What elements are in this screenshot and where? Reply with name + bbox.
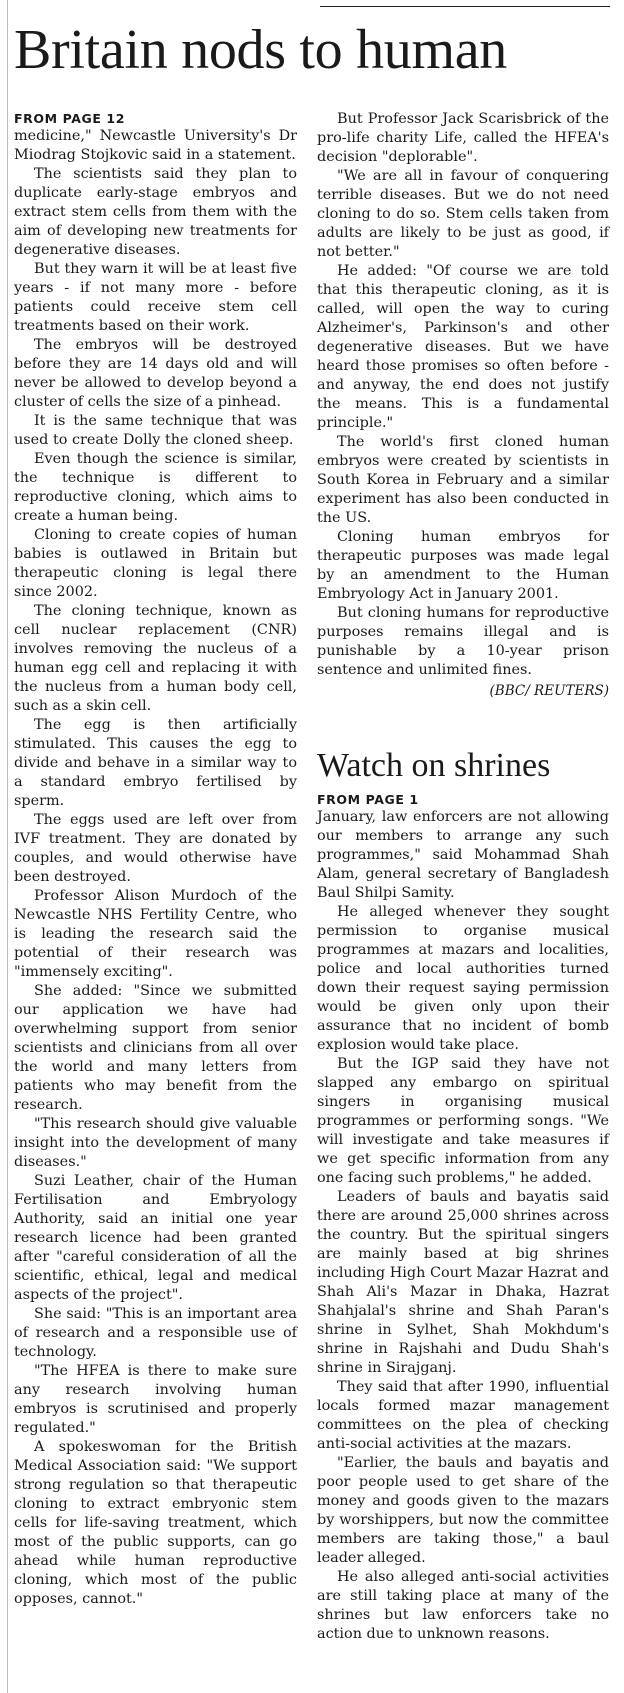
article-paragraph: Professor Alison Murdoch of the Newcastle NHS Fertility Centre, who is leading the research said the potential of their research was "immensely exciting".: [14, 888, 297, 980]
article-paragraph: But cloning humans for reproductive purposes remains illegal and is punishable by a 10-year prison sentence and unlimited fines.: [317, 605, 609, 678]
article-paragraph: It is the same technique that was used to create Dolly the cloned sheep.: [14, 413, 297, 448]
source-credit: (BBC/ REUTERS): [489, 683, 609, 699]
article-paragraph: But they warn it will be at least five years - if not many more - before patients could receive stem cell treatments based on their work.: [14, 261, 297, 334]
article-paragraph: medicine," Newcastle University's Dr Miodrag Stojkovic said in a statement.: [14, 128, 297, 163]
article-paragraph: January, law enforcers are not allowing our members to arrange any such programmes," said Mohammad Shah Alam, general secretary of Bangladesh Baul Shilpi Samity.: [317, 809, 609, 901]
article-left-column: [14, 110, 297, 1609]
continued-from-label: FROM PAGE 1: [317, 792, 419, 807]
article-paragraph: The embryos will be destroyed before they are 14 days old and will never be allowed to develop beyond a cluster of cells the size of a pinhead.: [14, 337, 297, 410]
article-paragraph: Even though the science is similar, the technique is different to reproductive cloning, which aims to create a human being.: [14, 451, 297, 524]
article-paragraph: She added: "Since we submitted our application we have had overwhelming support from senior scientists and clinicians from all over the world and many letters from patients who may benefit from the research.: [14, 983, 297, 1113]
article-paragraph: She said: "This is an important area of research and a responsible use of technology.: [14, 1306, 297, 1360]
article-paragraph: Suzi Leather, chair of the Human Fertilisation and Embryology Authority, said an initial one year research licence had been granted after "careful consideration of all the scientific, ethical, legal and medical aspects of the project".: [14, 1173, 297, 1303]
article-paragraph: "We are all in favour of conquering terrible diseases. But we do not need cloning to do so. Stem cells taken from adults are likely to be just as good, if not better.": [317, 168, 609, 260]
continued-from-label: FROM PAGE 12: [14, 111, 126, 126]
article-right-column: [317, 110, 609, 1644]
article-paragraph: "This research should give valuable insight into the development of many diseases.": [14, 1116, 297, 1170]
article-paragraph: The cloning technique, known as cell nuclear replacement (CNR) involves removing the nucleus of a human egg cell and replacing it with the nucleus from a human body cell, such as a skin cell.: [14, 603, 297, 714]
article-paragraph: Cloning human embryos for therapeutic purposes was made legal by an amendment to the Human Embryology Act in January 2001.: [317, 529, 609, 602]
article-paragraph: But the IGP said they have not slapped any embargo on spiritual singers in organising musical programmes or performing songs. "We will investigate and take measures if we get specific information from any one facing such problems," he added.: [317, 1056, 609, 1186]
article-paragraph: The scientists said they plan to duplicate early-stage embryos and extract stem cells from them with the aim of developing new treatments for degenerative diseases.: [14, 166, 297, 258]
article-paragraph: The eggs used are left over from IVF treatment. They are donated by couples, and would otherwise have been destroyed.: [14, 812, 297, 885]
article-paragraph: The egg is then artificially stimulated. This causes the egg to divide and behave in a similar way to a standard embryo fertilised by sperm.: [14, 717, 297, 809]
top-rule: [320, 6, 610, 7]
column-rule: [7, 0, 8, 1693]
article-paragraph: A spokeswoman for the British Medical Association said: "We support strong regulation so that therapeutic cloning to extract embryonic stem cells for life-saving treatment, which most of the public supports, can go ahead while human reproductive cloning, which most of the public opposes, cannot.": [14, 1439, 297, 1607]
article-paragraph: But Professor Jack Scarisbrick of the pro-life charity Life, called the HFEA's decision "deplorable".: [317, 111, 609, 165]
article-paragraph: They said that after 1990, influential locals formed mazar management committees on the plea of checking anti-social activities at the mazars.: [317, 1379, 609, 1452]
second-article-headline: Watch on shrines: [317, 747, 551, 784]
article-paragraph: Leaders of bauls and bayatis said there are around 25,000 shrines across the country. But the spiritual singers are mainly based at big shrines including High Court Mazar Hazrat and Shah Ali's Mazar in Dhaka, Hazrat Shahjalal's shrine and Shah Paran's shrine in Sylhet, Shah Mokhdum's shrine in Rajshahi and Dudu Shah's shrine in Sirajganj.: [317, 1189, 609, 1376]
article-paragraph: "The HFEA is there to make sure any research involving human embryos is scrutinised and properly regulated.": [14, 1363, 297, 1436]
article-paragraph: He alleged whenever they sought permission to organise musical programmes at mazars and localities, police and local authorities turned down their request saying permission would be given only upon their assurance that no incident of bomb explosion would take place.: [317, 904, 609, 1053]
article-paragraph: Cloning to create copies of human babies is outlawed in Britain but therapeutic cloning is legal there since 2002.: [14, 527, 297, 600]
article-paragraph: "Earlier, the bauls and bayatis and poor people used to get share of the money and goods given to the mazars by worshippers, but now the committee members are taking those," a baul leader alleged.: [317, 1455, 609, 1566]
page-headline: Britain nods to human: [14, 19, 507, 81]
article-paragraph: He added: "Of course we are told that this therapeutic cloning, as it is called, will open the way to curing Alzheimer's, Parkinson's and other degenerative diseases. But we have heard those promises so often before - and anyway, the end does not justify the means. This is a fundamental principle.": [317, 263, 609, 431]
article-paragraph: The world's first cloned human embryos were created by scientists in South Korea in February and a similar experiment has also been conducted in the US.: [317, 434, 609, 526]
article-paragraph: He also alleged anti-social activities are still taking place at many of the shrines but law enforcers take no action due to unknown reasons.: [317, 1569, 609, 1642]
